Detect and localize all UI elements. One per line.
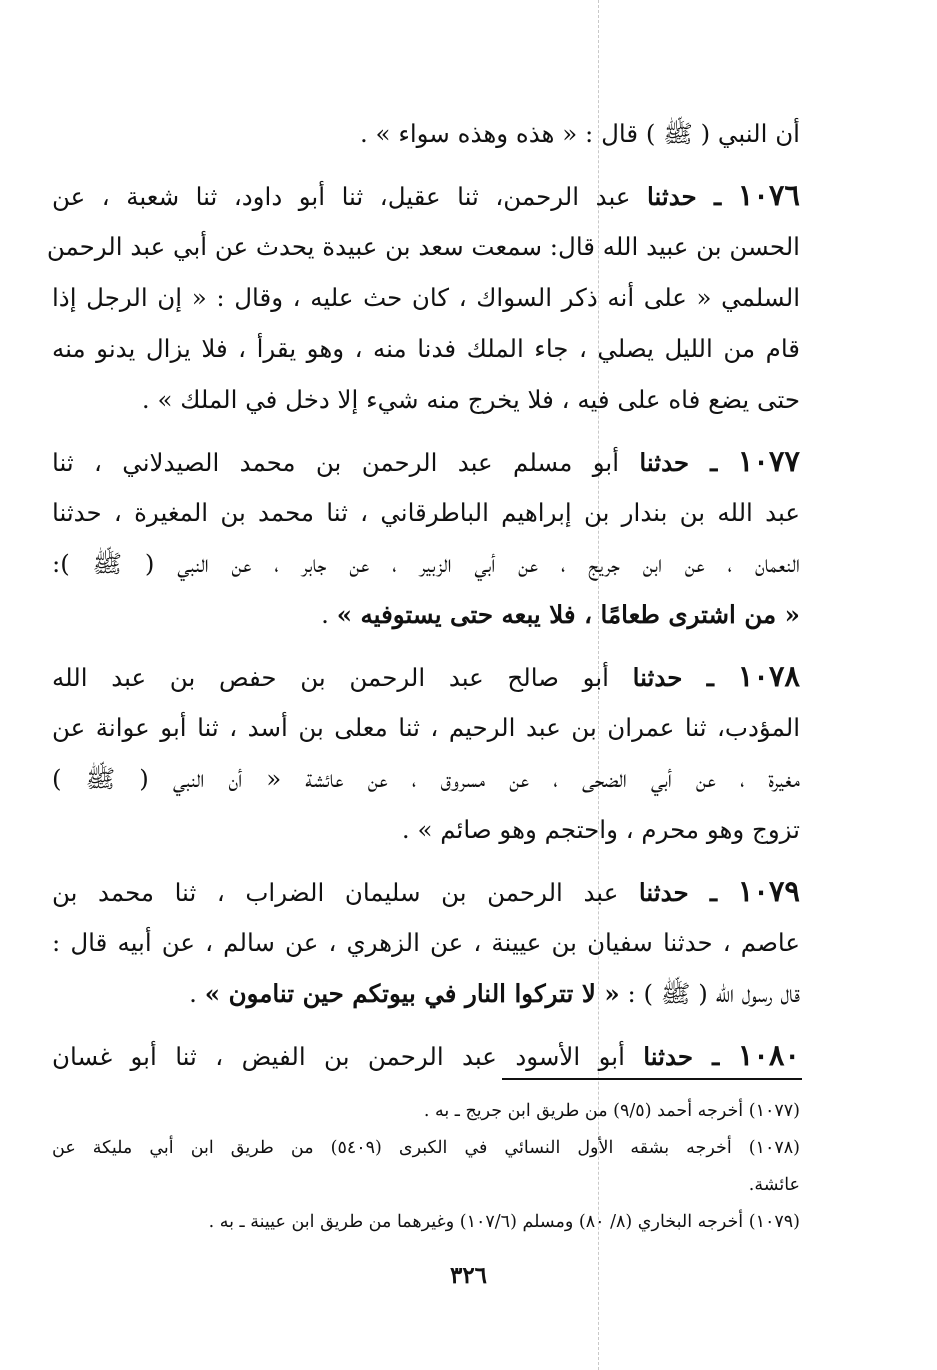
narration-keyword: ـ حدثنا	[639, 448, 718, 477]
text-segment: .	[321, 600, 337, 629]
hadith-1078-line	[52, 651, 800, 702]
narration-keyword: ـ حدثنا	[643, 1042, 720, 1071]
text-segment: أبو مسلم عبد الرحمن بن محمد الصيدلاني ، ثنا	[52, 448, 620, 477]
footnote-1079: (١٠٧٩) أخرجه البخاري (٨/ ٨٠) ومسلم (١٠٧/٦) وغيرهما من طريق ابن عيينة ـ به .	[208, 1212, 800, 1232]
page-number: ٣٢٦	[449, 1262, 488, 1289]
footnote-1078-cont: عائشة.	[748, 1175, 800, 1195]
text-segment: أبو الأسود عبد الرحمن بن الفيض ، ثنا أبو غسان	[52, 1042, 625, 1071]
hadith-number: ١٠٨٠	[737, 1038, 801, 1072]
hadith-1077-line	[52, 436, 800, 487]
text-line: مغيرة ، عن أبي الضحى ، عن مسروق ، عن عائشة « أن النبي ( ﷺ )	[52, 764, 800, 793]
text-line: قام من الليل يصلي ، جاء الملك فدنا منه ، وهو يقرأ ، فلا يزال يدنو منه	[52, 334, 800, 363]
text-segment: قال رسول الله ( ﷺ ) :	[619, 979, 800, 1008]
text-line: الحسن بن عبيد الله قال: سمعت سعد بن عبيدة يحدث عن أبي عبد الرحمن	[46, 232, 800, 261]
text-line: السلمي « على أنه ذكر السواك ، كان حث عليه ، وقال : « إن الرجل إذا	[52, 283, 800, 312]
text-segment: عبد الرحمن بن سليمان الضراب ، ثنا محمد بن	[52, 878, 619, 907]
text-line	[52, 968, 800, 1019]
footnote-separator	[502, 1078, 802, 1080]
hadith-1080-line	[52, 1030, 800, 1081]
hadith-number: ١٠٧٩	[737, 874, 801, 908]
hadith-1079-line	[52, 866, 800, 917]
text-line	[52, 589, 800, 640]
hadith-quote: « من اشترى طعامًا ، فلا يبعه حتى يستوفيه »	[336, 600, 800, 629]
text-line: أن النبي ( ﷺ ) قال : « هذه وهذه سواء » .	[359, 119, 800, 148]
text-line: حتى يضع فاه على فيه ، فلا يخرج منه شيء إلا دخل في الملك » .	[141, 385, 800, 414]
footnote-1077: (١٠٧٧) أخرجه أحمد (٩/٥) من طريق ابن جريج ـ به .	[423, 1101, 800, 1121]
hadith-quote: « لا تتركوا النار في بيوتكم حين تنامون »	[204, 979, 620, 1008]
text-line: المؤدب، ثنا عمران بن عبد الرحيم ، ثنا معلى بن أسد ، ثنا أبو عوانة عن	[52, 713, 800, 742]
narration-keyword: ـ حدثنا	[638, 878, 718, 907]
text-segment: .	[189, 979, 205, 1008]
footnote-1078: (١٠٧٨) أخرجه بشقه الأول النسائي في الكبرى (٥٤٠٩) من طريق ابن أبي مليكة عن	[52, 1138, 800, 1158]
text-segment: عبد الرحمن، ثنا عقيل، ثنا أبو داود، ثنا شعبة ، عن	[52, 182, 631, 211]
text-line: تزوج وهو محرم ، واحتجم وهو صائم » .	[401, 815, 800, 844]
text-line: عاصم ، حدثنا سفيان بن عيينة ، عن الزهري ، عن سالم ، عن أبيه قال :	[52, 928, 800, 957]
text-line: عبد الله بن بندار بن إبراهيم الباطرقاني ، ثنا محمد بن المغيرة ، حدثنا	[52, 498, 800, 527]
hadith-1076-line	[52, 170, 800, 221]
hadith-number: ١٠٧٦	[737, 178, 801, 212]
hadith-number: ١٠٧٨	[737, 659, 800, 693]
footnotes	[52, 1093, 800, 1241]
text-segment: أبو صالح عبد الرحمن بن حفص بن عبد الله	[52, 663, 609, 692]
hadith-number: ١٠٧٧	[737, 444, 800, 478]
narration-keyword: ـ حدثنا	[632, 663, 714, 692]
main-text	[46, 108, 801, 1081]
narration-keyword: ـ حدثنا	[647, 182, 722, 211]
text-line: النعمان ، عن ابن جريج ، عن أبي الزبير ، عن جابر ، عن النبي ( ﷺ ):	[52, 549, 800, 578]
